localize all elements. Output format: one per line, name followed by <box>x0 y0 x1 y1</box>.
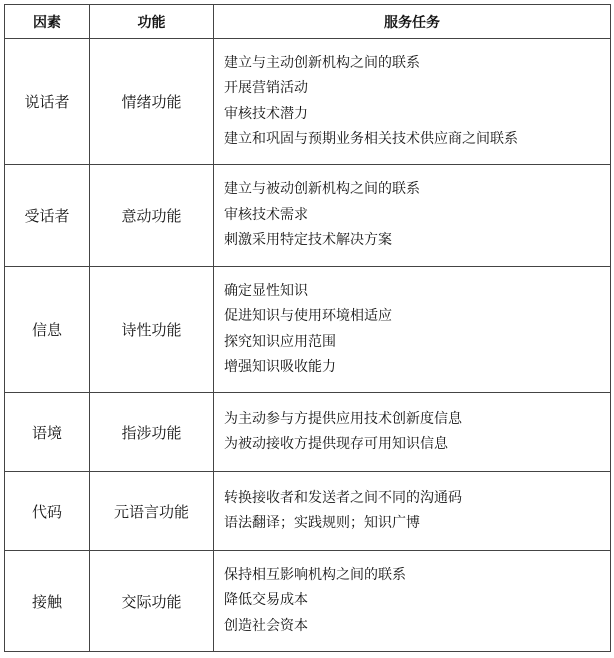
task-item: 探究知识应用范围 <box>224 333 336 350</box>
table-row <box>5 551 611 652</box>
tasks-cell <box>214 267 611 393</box>
task-item: 建立与被动创新机构之间的联系 <box>224 181 420 198</box>
factor-cell: 受话者 <box>5 165 90 267</box>
header-factor: 因素 <box>5 5 90 39</box>
task-item: 建立和巩固与预期业务相关技术供应商之间联系 <box>224 131 518 147</box>
task-item: 增强知识吸收能力 <box>224 359 336 375</box>
task-item: 为主动参与方提供应用技术创新度信息 <box>224 410 462 427</box>
tasks-cell <box>214 393 611 472</box>
task-item: 确定显性知识 <box>224 282 308 299</box>
task-item: 审核技术需求 <box>224 206 308 223</box>
table-row <box>5 39 611 165</box>
task-item: 刺激采用特定技术解决方案 <box>224 232 392 249</box>
factor-cell: 接触 <box>5 551 90 652</box>
tasks-cell <box>214 472 611 551</box>
task-item: 转换接收者和发送者之间不同的沟通码 <box>224 489 462 506</box>
factor-function-task-table <box>4 4 611 652</box>
function-cell: 情绪功能 <box>90 39 214 165</box>
tasks-cell <box>214 165 611 267</box>
header-function: 功能 <box>90 5 214 39</box>
function-cell: 交际功能 <box>90 551 214 652</box>
tasks-cell <box>214 39 611 165</box>
task-item: 为被动接收方提供现存可用知识信息 <box>224 436 448 452</box>
task-item: 创造社会资本 <box>224 617 308 634</box>
factor-cell: 语境 <box>5 393 90 472</box>
function-cell: 意动功能 <box>90 165 214 267</box>
function-cell: 元语言功能 <box>90 472 214 551</box>
task-item: 保持相互影响机构之间的联系 <box>224 566 406 583</box>
task-item: 建立与主动创新机构之间的联系 <box>224 54 420 71</box>
tasks-cell <box>214 551 611 652</box>
function-cell: 指涉功能 <box>90 393 214 472</box>
task-item: 语法翻译；实践规则；知识广博 <box>224 515 420 531</box>
task-item: 开展营销活动 <box>224 80 308 96</box>
factor-cell: 信息 <box>5 267 90 393</box>
factor-cell: 说话者 <box>5 39 90 165</box>
factor-cell: 代码 <box>5 472 90 551</box>
task-item: 审核技术潜力 <box>224 105 308 122</box>
function-cell: 诗性功能 <box>90 267 214 393</box>
table-row <box>5 393 611 472</box>
header-service-tasks: 服务任务 <box>214 5 611 39</box>
table-row <box>5 165 611 267</box>
table-row <box>5 267 611 393</box>
table-row <box>5 472 611 551</box>
task-item: 促进知识与使用环境相适应 <box>224 308 392 324</box>
task-item: 降低交易成本 <box>224 592 308 609</box>
table-header-row <box>5 5 611 39</box>
